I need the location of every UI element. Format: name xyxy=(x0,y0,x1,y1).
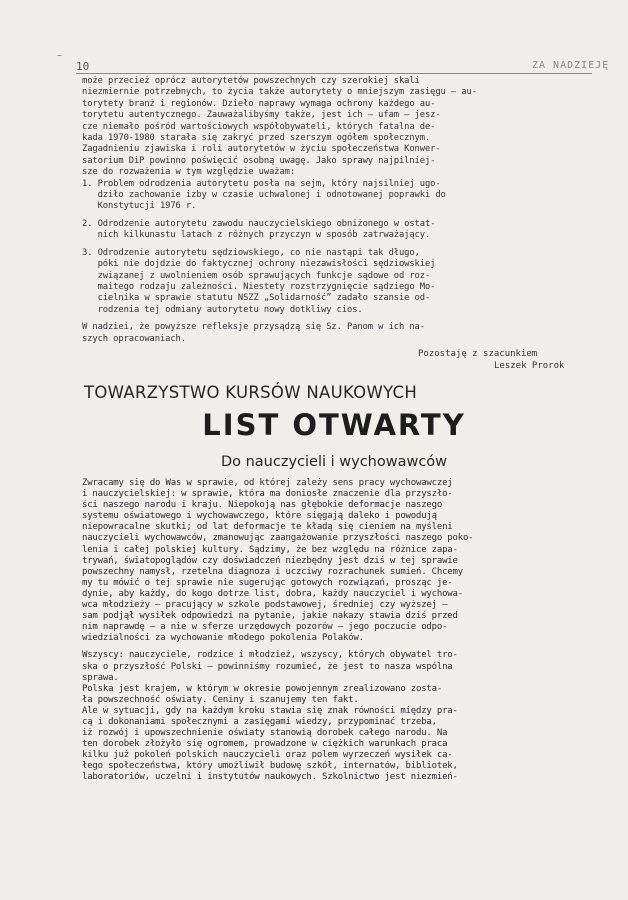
text-line: cielnika w sprawie statutu NSZZ „Solidarność” zadało szansie od- xyxy=(82,293,431,304)
text-line: sprawa. xyxy=(82,672,119,683)
text-line: W nadziei, że powyższe refleksje przysądzą się Sz. Panom w ich na- xyxy=(82,322,425,333)
text-line: póki nie dojdzie do faktycznej ochrony niezawisłości sędziowskiej xyxy=(82,259,436,270)
article-subtitle: Do nauczycieli i wychowawców xyxy=(220,454,448,470)
text-line: ska o przyszłość Polski — powinniśmy rozumieć, że jest to nasza wspólna xyxy=(82,661,453,672)
text-line: niezmiernie potrzebnych, to życia także autorytety o mniejszym zasięgu — au- xyxy=(82,87,477,98)
text-line: 1. Problem odrodzenia autorytetu posła na sejm, który najsilniej ugo- xyxy=(82,178,441,189)
text-line: nauczycieli wychowawców, zmanowując zaangażowanie przyszłości naszego poko- xyxy=(82,533,474,544)
text-line: może przecież oprócz autorytetów powszechnych czy szerokiej skali xyxy=(82,76,420,86)
signature-closing: Pozostaję z szacunkiem xyxy=(418,349,538,359)
text-line: cą i dokonaniami społecznymi a zasięgami wiedzy, przypominać trzeba, xyxy=(82,716,437,727)
text-line: związanej z uwolnieniem osób sprawujących funkcje sądowe od roz- xyxy=(82,270,431,281)
text-line: powszechny namysł, rzetelna diagnoza i uczciwy rozrachunek sumień. Chcemy xyxy=(82,566,463,577)
text-line: 3. Odrodzenie autorytetu sędziowskiego, co nie nastąpi tak długo, xyxy=(82,247,420,258)
text-line: Polska jest krajem, w którym w okresie powojennym zrealizowano zosta- xyxy=(82,683,443,694)
text-line: Konstytucji 1976 r. xyxy=(82,201,197,212)
text-line: kada 1970-1980 starała się zakryć przed szerszym ogółem społecznym. xyxy=(82,133,431,144)
text-line: dynie, aby każdy, do kogo dotrze list, dobra, każdy nauczyciel i wychowa- xyxy=(82,588,463,599)
page-number: 10 xyxy=(76,60,90,73)
text-line: maitego rodzaju zależności. Niestety rozstrzygnięcie sądziego Mo- xyxy=(82,281,436,292)
text-line: 2. Odrodzenie autorytetu zawodu nauczycielskiego obniżonego w ostat- xyxy=(82,218,436,229)
text-line: cze niemało pośród wartościowych współobywateli, których fatalna de- xyxy=(82,121,436,132)
text-line: iż rozwój i upowszechnienie oświaty stanowią dorobek całego narodu. Na xyxy=(82,728,448,739)
text-line: my tu mówić o tej sprawie nie sugerując gotowych rozwiązań, prosząc je- xyxy=(82,577,453,588)
text-line: satorium DiP powinno poświęcić osobną uwagę. Jako sprawy najpilniej- xyxy=(82,155,436,166)
text-line: nich kilkunastu latach z różnych przyczyn w sposób zatrważający. xyxy=(82,230,431,241)
text-line: ła powszechność oświaty. Ceniny i szanujemy ten fakt. xyxy=(82,694,359,705)
article-body xyxy=(82,478,594,784)
article-title: LIST OTWARTY xyxy=(202,408,466,442)
text-line: torytetu autentycznego. Zauważalibyśmy także, jest ich — ufam — jesz- xyxy=(82,110,441,121)
text-line: szych opracowaniach. xyxy=(82,333,186,344)
text-line: wca młodzieży — pracujący w szkole podstawowej, średniej czy wyższej — xyxy=(82,600,448,611)
text-line: ten dorobek złożyło się ogromem, prowadzone w ciężkich warunkach praca xyxy=(82,739,448,750)
text-line: Zagadnieniu zjawiska i roli autorytetów w życiu społeczeństwa Konwer- xyxy=(82,144,441,155)
corner-mark: ⁻ xyxy=(56,50,64,64)
text-line: lenia i całej polskiej kultury. Sądzimy, że bez względu na różnice zapa- xyxy=(82,544,458,555)
text-line: nim naprawdę — a nie w sferze urzędowych pozorów — jego poczucie odpo- xyxy=(82,622,448,633)
text-line: trywań, światopoglądów czy doświadczeń niezbędny jest dziś w tej sprawie xyxy=(82,555,458,566)
text-line: systemu oświatowego i wychowawczego, które sięgają daleko i powodują xyxy=(82,511,437,522)
text-line: Ale w sytuacji, gdy na każdym kroku stawia się znak równości między pra- xyxy=(82,705,458,716)
header-rule xyxy=(76,73,592,74)
text-line: wiedzialności za wychowanie młodego pokolenia Polaków. xyxy=(82,633,364,644)
text-line: Wszyscy: nauczyciele, rodzice i młodzież, wszyscy, których obywatel tro- xyxy=(82,650,458,661)
text-line: rodzenia tej odmiany autorytetu nowy dotkliwy cios. xyxy=(82,304,363,315)
text-line: dziło zachowanie izby w czasie uchwalonej i odnotowanej poprawki do xyxy=(82,190,446,201)
text-line: Zwracamy się do Was w sprawie, od której zależy sens pracy wychowawczej xyxy=(82,478,453,488)
text-line: torytety branż i regionów. Dzieło naprawy wymaga ochrony każdego au- xyxy=(82,98,436,109)
text-line: sam podjął wysiłek odpowiedzi na pytanie, jakie nakazy stawia dziś przed xyxy=(82,611,458,622)
text-line: sze do rozważenia w tym względzie uważam: xyxy=(82,167,296,178)
text-line: łego społeczeństwa, który umożliwił budowę szkół, internatów, bibliotek, xyxy=(82,761,458,772)
running-title: ZA NADZIEJĘ xyxy=(532,60,610,71)
text-line: laboratoriów, uczelni i instytutów naukowych. Szkolnictwo jest niezmień- xyxy=(82,772,458,783)
letter-body xyxy=(82,76,590,345)
text-line: niepowracalne skutki; od lat deformacje te kładą się cieniem na myśleni xyxy=(82,522,453,533)
text-line: ści naszego narodu i kraju. Niepokoją nas głębokie deformacje naszego xyxy=(82,500,443,511)
text-line: kilku już pokoleń polskich nauczycieli oraz polem wyrzeczeń wysiłek ca- xyxy=(82,750,453,761)
organization-name: TOWARZYSTWO KURSÓW NAUKOWYCH xyxy=(84,383,418,402)
signature-name: Leszek Prorok xyxy=(494,361,565,371)
text-line: i nauczycielskiej: w sprawie, która ma doniosłe znaczenie dla przyszło- xyxy=(82,489,453,500)
